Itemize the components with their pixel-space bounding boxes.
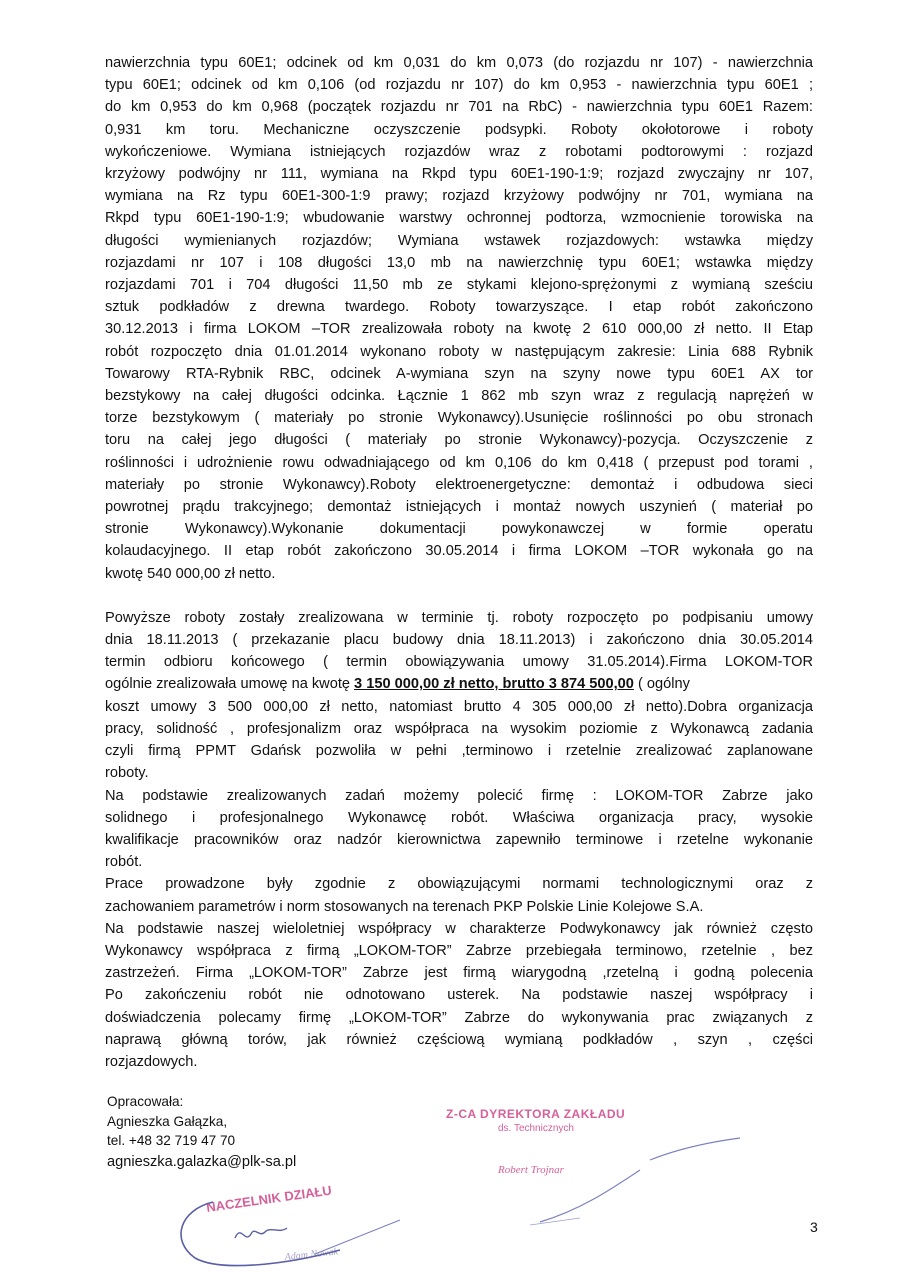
stamp-left-name: Adam Nowak [284, 1246, 339, 1263]
p1-line: do km 0,953 do km 0,968 (początek rozjazdu nr 701 na RbC) - nawierzchnia typu 60E1 Razem: [105, 99, 813, 116]
paragraph-4 [105, 873, 813, 917]
signature-stroke [650, 1138, 740, 1160]
signature-stroke [540, 1170, 640, 1222]
p1-line: wymiana na Rz typu 60E1-300-1:9 prawy; rozjazd krzyżowy podwójny nr 701, wymiana na [105, 188, 813, 205]
p5-line: Wykonawcy współpraca z firmą „LOKOM-TOR” Zabrze przebiegała terminowo, rzetelnie , bez [105, 942, 813, 959]
letter-body [105, 52, 813, 1073]
p1-line: typu 60E1; odcinek od km 0,106 (od rozjazdu nr 107) do km 0,953 - nawierzchnia typu 60E1 ; [105, 77, 813, 94]
p1-line: 0,931 km toru. Mechaniczne oczyszczenie podsypki. Roboty okołotorowe i roboty [105, 121, 813, 138]
p1-line: powrotnej prądu trakcyjnego; demontaż istniejących i montaż nowych uszynień ( materiał po [105, 499, 813, 516]
p2-line-5: koszt umowy 3 500 000,00 zł netto, natomiast brutto 4 305 000,00 zł netto).Dobra organizacja [105, 698, 813, 715]
stamp-right-subtitle: ds. Technicznych [498, 1123, 574, 1134]
p1-line: kwotę 540 000,00 zł netto. [105, 565, 276, 582]
p2-line-4-post: ( ogólny [633, 676, 690, 693]
paragraph-5 [105, 918, 813, 1073]
p5-line: doświadczenia polecamy firmę „LOKOM-TOR” Zabrze do wykonywania prac związanych z [105, 1009, 813, 1026]
prepared-by-email: agnieszka.galazka@plk-sa.pl [107, 1153, 297, 1170]
p1-line: toru na całej jego długości ( materiały po stronie Wykonawcy)-pozycja. Oczyszczenie z [105, 432, 813, 449]
p2-line-8: roboty. [105, 765, 149, 782]
p1-line: materiały po stronie Wykonawcy).Roboty elektroenergetyczne: demontaż i odbudowa sieci [105, 476, 813, 493]
p3-line: solidnego i profesjonalnego Wykonawcę robót. Właściwa organizacja pracy, wysokie [105, 809, 813, 826]
p4-line: zachowaniem parametrów i norm stosowanych na terenach PKP Polskie Linie Kolejowe S.A. [105, 898, 704, 915]
p3-line: Na podstawie zrealizowanych zadań możemy polecić firmę : LOKOM-TOR Zabrze jako [105, 787, 813, 804]
p2-line-1: Powyższe roboty zostały zrealizowana w terminie tj. roboty rozpoczęto po podpisaniu umowy [105, 609, 813, 626]
p4-line: Prace prowadzone były zgodnie z obowiązującymi normami technologicznymi oraz z [105, 876, 813, 893]
p5-line: Po zakończeniu robót nie odnotowano usterek. Na podstawie naszej współpracy i [105, 987, 813, 1004]
paragraph-2 [105, 607, 813, 785]
signature-stroke [235, 1228, 287, 1238]
p1-line: długości wymienianych rozjazdów; Wymiana wstawek rozjazdowych: wstawka między [105, 232, 813, 249]
stamp-left-naczelnik [165, 1180, 405, 1270]
p1-line: sztuk podkładów z drewna twardego. Roboty towarzyszące. I etap robót zakończono [105, 299, 813, 316]
prepared-by-block [107, 1092, 296, 1172]
p1-line: Rkpd typu 60E1-190-1:9; wbudowanie warstwy ochronnej podtorza, wzmocnienie torowiska na [105, 210, 813, 227]
p1-line: torze bezstykowym ( materiały po stronie Wykonawcy).Usunięcie roślinności po obu stronach [105, 410, 813, 427]
p1-line: krzyżowy podwójny nr 111, wymiana na Rkpd typu 60E1-190-1:9; rozjazd zwyczajny nr 107, [105, 166, 813, 183]
p5-line: rozjazdowych. [105, 1053, 198, 1070]
signature-right [520, 1130, 750, 1230]
stamp-right-title: Z-CA DYREKTORA ZAKŁADU [446, 1107, 626, 1121]
p3-line: kwalifikacje pracowników oraz nadzór kierownictwa zapewniło terminowe i rzetelne wykonanie [105, 831, 813, 848]
p2-line-4-pre: ogólnie zrealizowała umowę na kwotę [105, 676, 355, 693]
p1-line: wykończeniowe. Wymiana istniejących rozjazdów wraz z robotami podtorowymi : rozjazd [105, 143, 813, 160]
stamp-right-name: Robert Trojnar [498, 1164, 564, 1176]
signature-stroke [530, 1218, 580, 1225]
p1-line: nawierzchnia typu 60E1; odcinek od km 0,031 do km 0,073 (do rozjazdu nr 107) - nawierzchnia [105, 55, 813, 71]
p5-line: naprawą główną torów, jak również częściową wymianą podkładów , szyn , części [105, 1031, 813, 1048]
p1-line: Towarowy RTA-Rybnik RBC, odcinek A-wymiana szyn na szyny nowe typu 60E1 AX tor [105, 365, 813, 382]
p5-line: zastrzeżeń. Firma „LOKOM-TOR” Zabrze jest firmą wiarygodną ,rzetelną i godną polecenia [105, 965, 813, 982]
prepared-by-phone: tel. +48 32 719 47 70 [107, 1133, 236, 1148]
p1-line: robót rozpoczęto dnia 01.01.2014 wykonano roboty w następującym zakresie: Linia 688 Rybnik [105, 343, 813, 360]
p2-line-4 [105, 673, 813, 695]
prepared-by-label: Opracowała: [107, 1094, 184, 1109]
contract-amount: 3 150 000,00 zł netto, brutto 3 874 500,00 [354, 676, 634, 693]
prepared-by-name: Agnieszka Gałązka, [107, 1113, 228, 1129]
stamp-left-title: NACZELNIK DZIAŁU [205, 1182, 333, 1215]
paragraph-3 [105, 785, 813, 874]
p1-line: 30.12.2013 i firma LOKOM –TOR zrealizowała roboty na kwotę 2 610 000,00 zł netto. II Etap [105, 321, 813, 338]
p2-line-6: pracy, solidność , profesjonalizm oraz współpraca na wysokim poziomie z Wykonawcą zadania [105, 720, 813, 737]
page-number: 3 [810, 1219, 818, 1235]
signature-stroke [315, 1220, 400, 1254]
p1-line: kolaudacyjnego. II etap robót zakończono 30.05.2014 i firma LOKOM –TOR wykonała go na [105, 543, 813, 560]
p1-line: stronie Wykonawcy).Wykonanie dokumentacji powykonawczej w formie operatu [105, 521, 813, 538]
p3-line: robót. [105, 854, 143, 871]
p1-line: rozjazdami nr 107 i 108 długości 13,0 mb na nawierzchnię typu 60E1; wstawka między [105, 254, 813, 271]
p2-line-3: termin odbioru końcowego ( termin obowiązywania umowy 31.05.2014).Firma LOKOM-TOR [105, 654, 813, 671]
p2-line-7: czyli firmą PPMT Gdańsk pozwoliła w pełni ,terminowo i rzetelnie zrealizować zaplanowane [105, 743, 813, 760]
paragraph-1 [105, 52, 813, 585]
p2-line-2: dnia 18.11.2013 ( przekazanie placu budowy dnia 18.11.2013) i zakończono dnia 30.05.2014 [105, 632, 813, 649]
p1-line: roślinności i udrożnienie rowu odwadniającego od km 0,106 do km 0,418 ( przepust pod torami , [105, 454, 813, 471]
p5-line: Na podstawie naszej wieloletniej współpracy w charakterze Podwykonawcy jak również często [105, 920, 813, 937]
p1-line: bezstykowy na całej długości odcinka. Łącznie 1 862 mb szyn wraz z regulacją naprężeń w [105, 388, 813, 405]
p1-line: rozjazdami 701 i 704 długości 11,50 mb ze stykami klejono-sprężonymi z wymianą sześciu [105, 277, 813, 294]
